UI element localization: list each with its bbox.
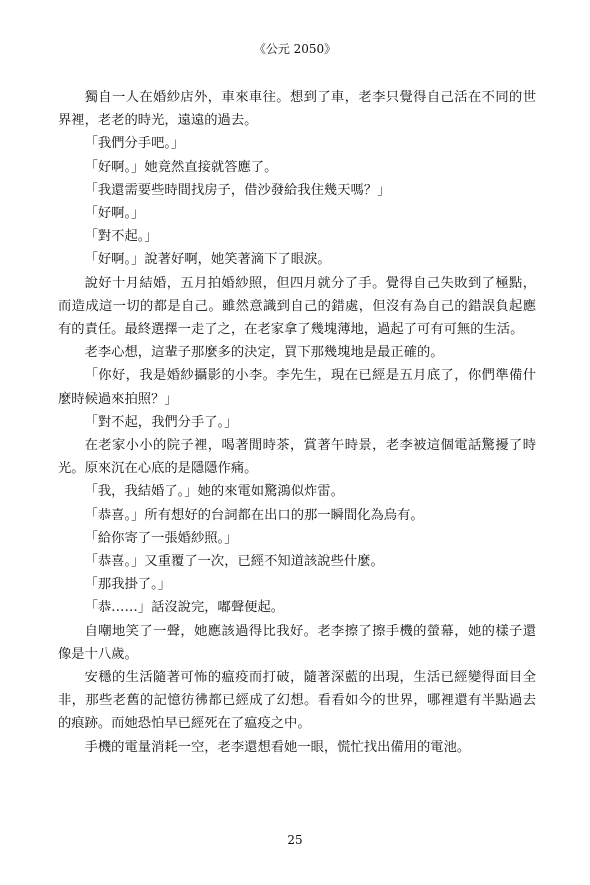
paragraph: 老李心想，這輩子那麼多的決定，買下那幾塊地是最正確的。 — [84, 345, 444, 361]
page-number: 25 — [287, 833, 303, 847]
paragraph: 「好啊。」她竟然直接就答應了。 — [84, 159, 278, 175]
paragraph: 「我還需要些時間找房子，借沙發給我住幾天嗎？」 — [84, 182, 391, 198]
paragraph: 「對不起，我們分手了。」 — [84, 414, 238, 430]
paragraph: 手機的電量消耗一空，老李還想看她一眼，慌忙找出備用的電池。 — [84, 739, 471, 755]
paragraph: 「恭喜。」又重覆了一次，已經不知道該說些什麼。 — [84, 554, 384, 570]
paragraph: 「恭……」話沒說完，嘟聲便起。 — [84, 600, 285, 616]
running-header: 《公元 2050》 — [253, 42, 337, 56]
paragraph: 「那我掛了。」 — [84, 577, 172, 593]
paragraph: 說好十月結婚，五月拍婚紗照，但四月就分了手。覺得自己失敗到了極點，而造成這一切的都是自己。雖然意識到自己的錯處，但沒有為自己的錯誤負起應有的責任。最終選擇一走了之，在老家拿了幾塊薄地，過起了可有可無的生活。 — [58, 275, 536, 338]
paragraph: 「恭喜。」所有想好的台詞都在出口的那一瞬間化為烏有。 — [84, 507, 424, 523]
paragraph: 「我們分手吧。」 — [84, 136, 185, 152]
paragraph: 「好啊。」 — [84, 206, 145, 222]
paragraph: 在老家小小的院子裡，喝著閒時茶，賞著午時景，老李被這個電話驚擾了時光。原來沉在心底的是隱隱作痛。 — [58, 438, 536, 477]
paragraph: 「你好，我是婚紗攝影的小李。李先生，現在已經是五月底了，你們準備什麼時候過來拍照？」 — [58, 368, 536, 407]
paragraph: 自嘲地笑了一聲，她應該過得比我好。老李擦了擦手機的螢幕，她的樣子還像是十八歲。 — [58, 623, 536, 662]
paragraph: 「給你寄了一張婚紗照。」 — [84, 530, 238, 546]
paragraph: 「我，我結婚了。」她的來電如驚鴻似炸雷。 — [84, 484, 344, 500]
body-text — [58, 86, 536, 759]
paragraph: 「對不起。」 — [84, 229, 158, 245]
paragraph: 「好啊。」說著好啊，她笑著滴下了眼淚。 — [84, 252, 331, 268]
paragraph: 獨自一人在婚紗店外，車來車往。想到了車，老李只覺得自己活在不同的世界裡，老老的時光，遠遠的過去。 — [58, 90, 536, 129]
paragraph: 安穩的生活隨著可怖的瘟疫而打破，隨著深藍的出現，生活已經變得面目全非，那些老舊的記憶彷彿都已經成了幻想。看看如今的世界，哪裡還有半點過去的痕跡。而她恐怕早已經死在了瘟疫之中。 — [58, 670, 536, 732]
